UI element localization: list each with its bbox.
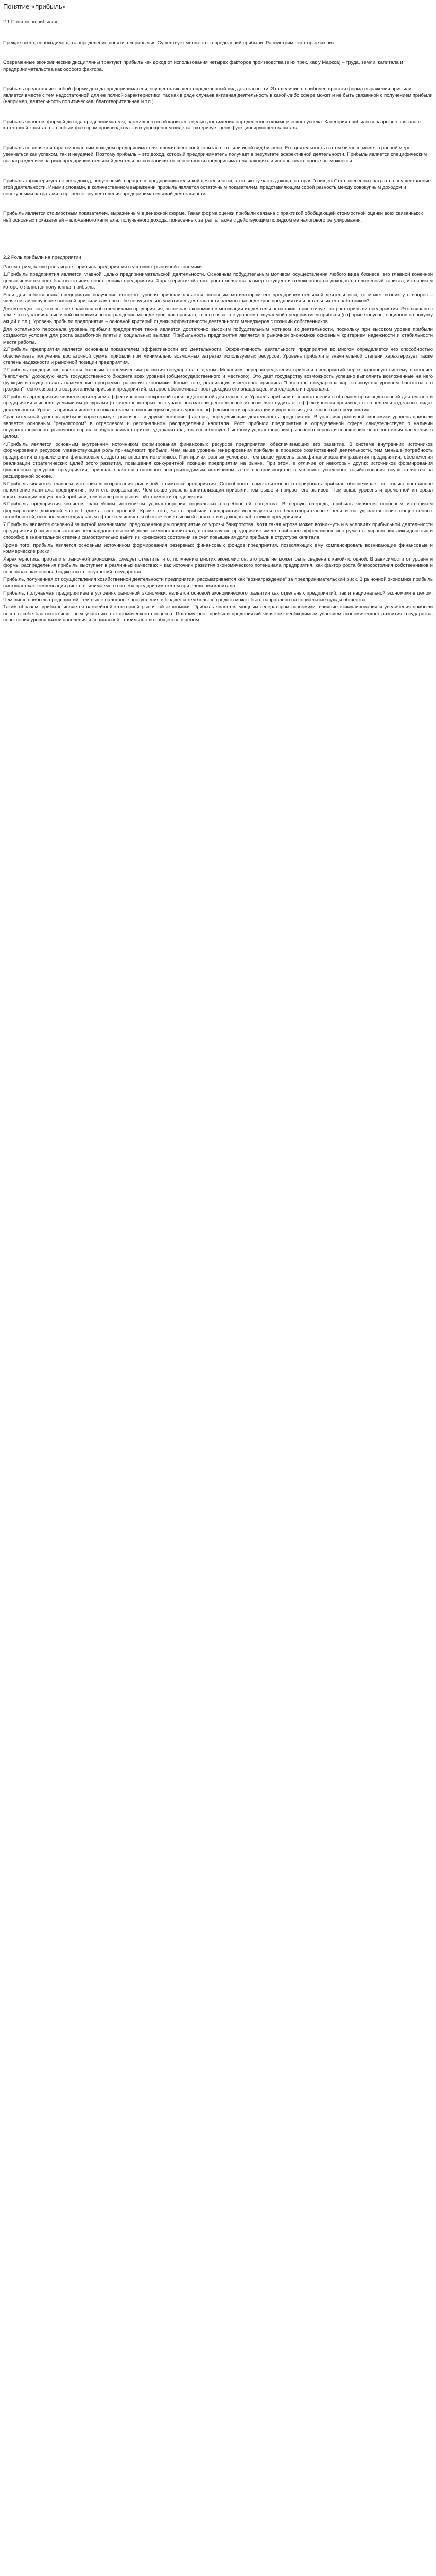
paragraph: Прибыль не является гарантированным доходом предпринимателя, вложившего свой капитал в тот или иной вид бизнеса. Его деятельность в этом бизнесе может в равной мере увенчаться как успехом, так и неудачей. Поэтому прибыль – это доход, который предприниматель получает в результате эффективной деятельности. Прибыль является специфическим вознаграждением за риск предпринимательской деятельности и зависит от способности предпринимателя находить и использовать новые возможности. [3,145,427,164]
section-subtitle: 2.1 Понятие «прибыль» [3,19,57,25]
paragraph: Для остального персонала уровень прибыли предприятия также является достаточно высоким побудительным мотивом их деятельности, поскольку при высоком уровне прибыли создаются условия для роста заработной платы и социальных выплат. Прибыльность предприятия является в рыночной экономике основным критерием надежности и стабильности места работы. [3,326,433,345]
paragraph: Прибыль, получаемая предприятием в условиях рыночной экономики, является основой экономического развития как отдельных предприятий, так и национальной экономики в целом. Чем выше прибыль предприятий, тем выше налоговые поступления в бюджет и тем больше средств может быть направлено на социальные нужды общества. [3,590,433,603]
paragraph: Таким образом, прибыль является важнейшей категорией рыночной экономики. Прибыль является мощным генератором экономики, влияние стимулирования и увеличения прибыли несет в себе благосостояние всех участников экономического процесса. Поэтому рост прибыли предприятий является необходимым условием экономического развития государства, повышения уровня жизни населения и социальной стабильности в обществе в целом. [3,604,433,623]
paragraph: Прибыль, полученная от осуществления хозяйственной деятельности предприятия, рассматривается как "вознаграждение" за предпринимательский риск. В рыночной экономике прибыль выступает как компенсация риска, принимаемого на себя предпринимателем при вложении капитала. [3,577,433,589]
paragraph: 2.Прибыль предприятия является основным показателем эффективности его деятельности. Эффективность деятельности предприятия во многом определяется его способностью обеспечивать получение достаточной суммы прибыли при минимально возможных затратах используемых ресурсов. Уровень прибыли в значительной степени характеризует также степень надежности и рыночной позиции предприятия. [3,347,433,366]
section-definitions [3,40,433,224]
paragraph: 6.Прибыль предприятия является важнейшим источником удовлетворения социальных потребностей общества. В первую очередь, прибыль является основным источником формирования доходной части бюджета всех уровней. Кроме того, часть прибыли предприятия используется на благотворительные цели и на удовлетворение общественных потребностей, основным же социальным эффектом является обеспечение высокой занятости и доходов работников предприятия. [3,501,433,520]
paragraph: Прибыль является стоимостным показателем, выраженным в денежной форме. Такая форма оценки прибыли связана с практикой обобщающей стоимостной оценки всех связанных с ней основных показателей – вложенного капитала, полученного дохода, понесенных затрат, а также с действующим порядком ее налогового регулирования. [3,211,424,223]
paragraph: Если для собственника предприятия получение высокого уровня прибыли является основным мотиватором его предпринимательской деятельности, то может возникнуть вопрос – является ли получение высокой прибыли сама по себе побудительным мотивом деятельности наемных менеджеров предприятия и остальных его работников? [3,292,433,304]
section-role-of-profit [3,264,433,624]
paragraph: 2.Прибыль предприятия является базовым экономическим развития государства в целом. Механизм перераспределения прибыли предприятий через налоговую систему позволяет "наполнить" доходную часть государственного бюджета всех уровней (общегосударственного и местного). Это дает государству возможность успешно выполнять возложенные на него функции и осуществлять намеченные программы развития экономики. Кроме того, реализация известного принципа "богатство государства характеризуется уровнем богатства его граждан" тесно связана с возрастанием прибыли предприятий, которое обеспечивает рост доходов его владельцев, менеджеров и персонала. [3,367,433,393]
paragraph: Прибыль характеризует не весь доход, полученный в процессе предпринимательской деятельности, а только ту часть дохода, которая "очищена" от понесенных затрат на осуществление этой деятельности. Иными словами, в количественном выражении прибыль является остаточным показателем, представляющим собой разность между совокупным доходом и совокупными затратами в процессе осуществления предпринимательской деятельности. [3,178,431,197]
paragraph: Характеристика прибыли в рыночной экономике, следует отметить, что, по мнению многих экономистов, это роль не может быть сведена к какой-то одной. В зависимости от уровня и формы распределения прибыль выступает в различных качествах – как источник развития экономического потенциала предприятия, как фактор роста благосостояния собственников и персонала, как основа бюджетных поступлений государства. [3,556,433,575]
paragraph: 7.Прибыль является основной защитной механизмом, предохраняющим предприятие от угрозы банкротства. Хотя такая угроза может возникнуть и в условиях прибыльной деятельности предприятия (при использовании неоправданно высокой доли заемного капитала), в этом случае предприятие имеет наиболее эффективные инструменты управления ликвидностью и способно в значительной степени самостоятельно выйти из кризисного состояния за счет повышения доли прибыли в структуре капитала. [3,521,433,540]
paragraph: Рассмотрим, какую роль играет прибыль предприятия в условиях рыночной экономики. [3,264,203,270]
paragraph: Современные экономические дисциплины трактуют прибыль как доход от использования четырех факторов производства (в их трех, как у Маркса) – труда, земли, капитала и предпринимательства как особого фактора. [3,60,403,72]
paragraph: 5.Прибыль является главным источником возрастания рыночной стоимости предприятия. Способность самостоятельно генерировать прибыль обеспечивает не только постоянное пополнение капитала предприятия, но и его возрастание. Чем выше уровень капитализации прибыли, тем выше и прирост его активов. Чем выше уровень и временной интервал капитализации полученной прибыли, тем выше рост рыночной стоимости предприятия. [3,481,433,500]
paragraph: Прежде всего, необходимо дать определение понятию «прибыль». Существует множество определений прибыли. Рассмотрим некоторые из них. [3,40,336,46]
paragraph: Сравнительный уровень прибыли характеризует рыночные и другие внешние факторы, определяющие деятельность предприятия. В условиях рыночной экономики уровень прибыли является основным "регулятором" в отраслевом и региональном распределении капитала. Рост прибыли предприятия в определенной сфере свидетельствует о наличии неудовлетворенного рыночного спроса и обусловливает приток туда капитала, что способствует быстрому удовлетворению рыночного спроса и повышению благосостояния населения в целом. [3,414,433,439]
paragraph: Прибыль представляет собой форму дохода предпринимателя, осуществляющего определенный вид деятельности. Эта величина, наиболее простая форма выражения прибыли является вместе с тем недостаточной для ее полной характеристики, так как в ряде случаев активная деятельность в какой-либо сфере может и не быть связанной с получением прибыли (например, деятельность политическая, благотворительная и т.п.). [3,86,433,105]
paragraph: Прибыль является формой дохода предпринимателя, вложившего свой капитал с целью достижения определенного коммерческого успеха. Категория прибыли неразрывно связана с категорией капитала – особым фактором производства – и в упрощенном виде характеризует цену функционирующего капитала. [3,118,421,131]
paragraph: Для менеджеров, которые не являются собственниками предприятия, рыночная экономика в мотивации их деятельности также ориентирует на рост прибыли предприятия. Это связано с тем, что в условиях рыночной экономики вознаграждение менеджеров, как правило, тесно связано с уровнем получаемой предприятием прибыли (в форме бонусов, опционов на покупку акций и т.п.). Уровень прибыли предприятия – основной критерий оценки эффективности деятельности менеджеров с позиций собственников. [3,306,433,325]
section-heading: 2.2 Роль прибыли на предприятии [3,255,81,261]
document-page [0,0,436,637]
paragraph: 1.Прибыль предприятия является главной целью предпринимательской деятельности. Основным побудительным мотивом осуществления любого вида бизнеса, его главной конечной целью является рост благосостояния собственника предприятия. Характеристикой этого роста является размер текущего и отложенного на доходов на вложенный капитал, источником которого является полученная прибыль. [3,272,433,291]
paragraph: Кроме того, прибыль является основным источником формирования резервных финансовых фондов предприятия, позволяющих ему компенсировать возникающие финансовые и коммерческие риски. [3,542,433,555]
paragraph: 4.Прибыль является основным внутренним источником формирования финансовых ресурсов предприятия, обеспечивающих его развитие. В системе внутренних источников формирования ресурсов главенствующая роль принадлежит прибыли. Чем выше уровень генерирования прибыли в процессе хозяйственной деятельности, тем меньше потребность предприятия в привлечении финансовых средств из внешних источников. При прочих равных условиях, тем выше уровень самофинансирования развития предприятия, обеспечения реализации стратегических целей этого развития, повышения конкурентной позиции предприятия на рынке. При этом, в отличие от некоторых других источников формирования финансовых ресурсов предприятия, прибыль является постоянно воспроизводимым источником, а ее воспроизводство в условиях успешного хозяйствования осуществляется на расширенной основе. [3,441,433,480]
document-title: Понятие «прибыль» [3,3,66,10]
paragraph: 3.Прибыль предприятия является критерием эффективности конкретной производственной деятельности. Уровень прибыли в сопоставлении с объемом производственной деятельности предприятия и используемыми им ресурсами (в качестве которых выступают показатели рентабельности) позволяет судить об эффективности производства в целом и отдельных видах деятельности. Уровень прибыли является показателем, позволяющим оценить уровень эффективности организации и управления деятельностью предприятия. [3,394,433,413]
